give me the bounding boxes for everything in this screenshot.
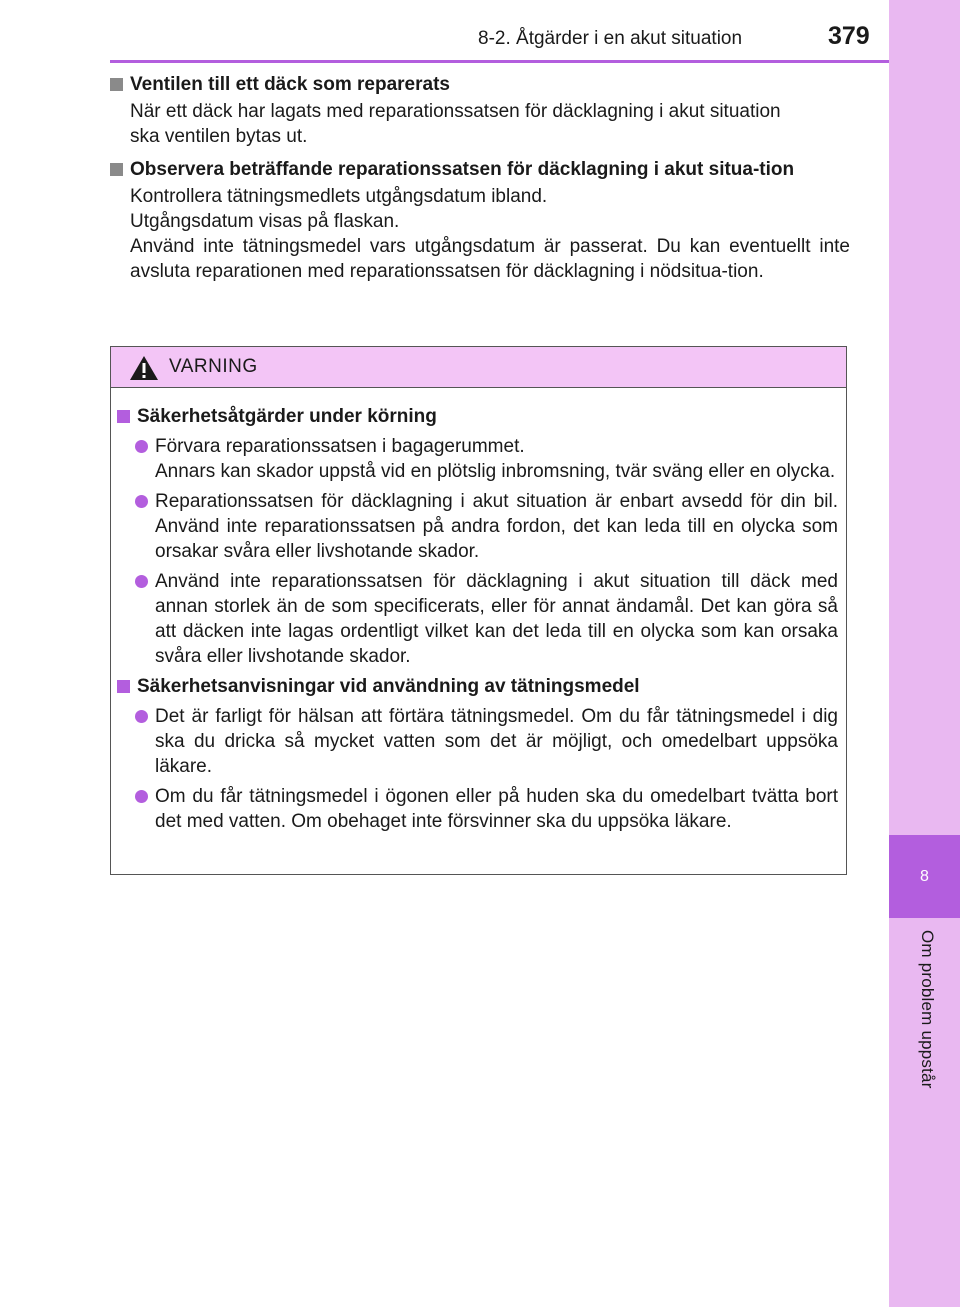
square-bullet-icon: [117, 680, 130, 693]
page-number: 379: [828, 22, 870, 50]
body-line: Utgångsdatum visas på flaskan.: [130, 211, 400, 232]
square-bullet-icon: [110, 163, 123, 176]
warning-bullet: Reparationssatsen för däcklagning i akut situation är enbart avsedd för din bil. Använd inte reparationssatsen på andra fordon, det kan leda till en olycka som orsakar svåra eller livshotande skador.: [117, 489, 838, 564]
warning-bullet: Det är farligt för hälsan att förtära tätningsmedel. Om du får tätningsmedel i dig ska du dricka så mycket vatten som det är möjligt, och omedelbart uppsöka läkare.: [117, 704, 838, 779]
section-heading: Observera beträffande reparationssatsen för däcklagning i akut situa-tion: [110, 157, 850, 182]
round-bullet-icon: [135, 575, 148, 588]
body-line: Använd inte tätningsmedel vars utgångsdatum är passerat. Du kan eventuellt inte avsluta reparationen med reparationssatsen för däcklagning i nödsitua-tion.: [130, 236, 850, 282]
body-line: ska ventilen bytas ut.: [130, 126, 308, 147]
round-bullet-icon: [135, 710, 148, 723]
round-bullet-icon: [135, 440, 148, 453]
running-header-title: 8-2. Åtgärder i en akut situation: [478, 28, 743, 49]
section-heading: Ventilen till ett däck som reparerats: [110, 72, 850, 97]
body-line: När ett däck har lagats med reparationssatsen för däcklagning i akut situation: [130, 101, 781, 122]
main-content: [110, 72, 850, 284]
round-bullet-icon: [135, 790, 148, 803]
warning-triangle-icon: [129, 355, 159, 381]
warning-bullet: Om du får tätningsmedel i ögonen eller på huden ska du omedelbart tvätta bort det med vatten. Om obehaget inte försvinner ska du uppsöka läkare.: [117, 784, 838, 834]
warning-title: VARNING: [169, 356, 258, 377]
warning-bullet: Förvara reparationssatsen i bagagerummet. Annars kan skador uppstå vid en plötslig inbromsning, tvär sväng eller en olycka.: [117, 434, 838, 484]
round-bullet-icon: [135, 495, 148, 508]
warning-bullet: Använd inte reparationssatsen för däcklagning i akut situation till däck med annan storlek än de som specificerats, eller för annat ändamål. Det kan göra så att däcken inte lagas ordentligt vilket kan det leda till en olycka som kan orsaka svåra eller livshotande skador.: [117, 569, 838, 669]
warning-box: [110, 346, 847, 875]
chapter-number: 8: [889, 835, 960, 918]
warning-header: [111, 347, 846, 388]
header-rule: [110, 60, 889, 63]
chapter-label: Om problem uppstår: [918, 930, 937, 1089]
square-bullet-icon: [117, 410, 130, 423]
section-body: [110, 184, 850, 284]
body-line: Kontrollera tätningsmedlets utgångsdatum ibland.: [130, 186, 548, 207]
warning-subheading: Säkerhetsanvisningar vid användning av tätningsmedel: [117, 674, 838, 699]
warning-body: [111, 388, 846, 834]
warning-subheading: Säkerhetsåtgärder under körning: [117, 404, 838, 429]
square-bullet-icon: [110, 78, 123, 91]
section-body: [110, 99, 850, 149]
